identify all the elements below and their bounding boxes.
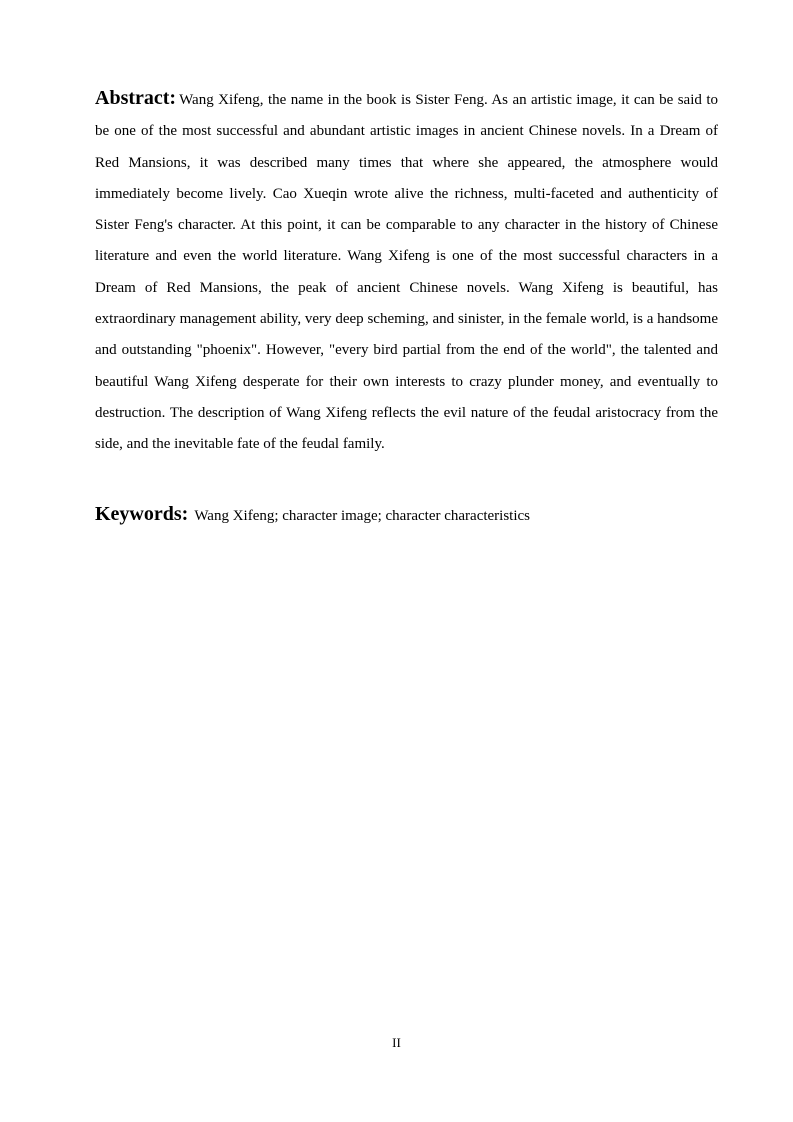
keywords-label: Keywords:	[95, 503, 189, 525]
keywords-text: Wang Xifeng; character image; character characteristics	[194, 508, 531, 524]
keywords-paragraph	[95, 499, 718, 531]
abstract-label: Abstract:	[95, 87, 177, 109]
abstract-text: Wang Xifeng, the name in the book is Sister Feng. As an artistic image, it can be said to be one of the most successful and abundant artistic images in ancient Chinese novels. In a Dream of Red Mansions, it was described many times that where she appeared, the atmosphere would immediately become lively. Cao Xueqin wrote alive the richness, multi-faceted and authenticity of Sister Feng's character. At this point, it can be comparable to any character in the history of Chinese literature and even the world literature. Wang Xifeng is one of the most successful characters in a Dream of Red Mansions, the peak of ancient Chinese novels. Wang Xifeng is beautiful, has extraordinary management ability, very deep scheming, and sinister, in the female world, is a handsome and outstanding "phoenix". However, "every bird partial from the end of the world", the talented and beautiful Wang Xifeng desperate for their own interests to crazy plunder money, and eventually to destruction. The description of Wang Xifeng reflects the evil nature of the feudal aristocracy from the side, and the inevitable fate of the feudal family.	[95, 92, 718, 453]
abstract-paragraph	[95, 83, 718, 461]
page-number: II	[392, 1035, 401, 1050]
